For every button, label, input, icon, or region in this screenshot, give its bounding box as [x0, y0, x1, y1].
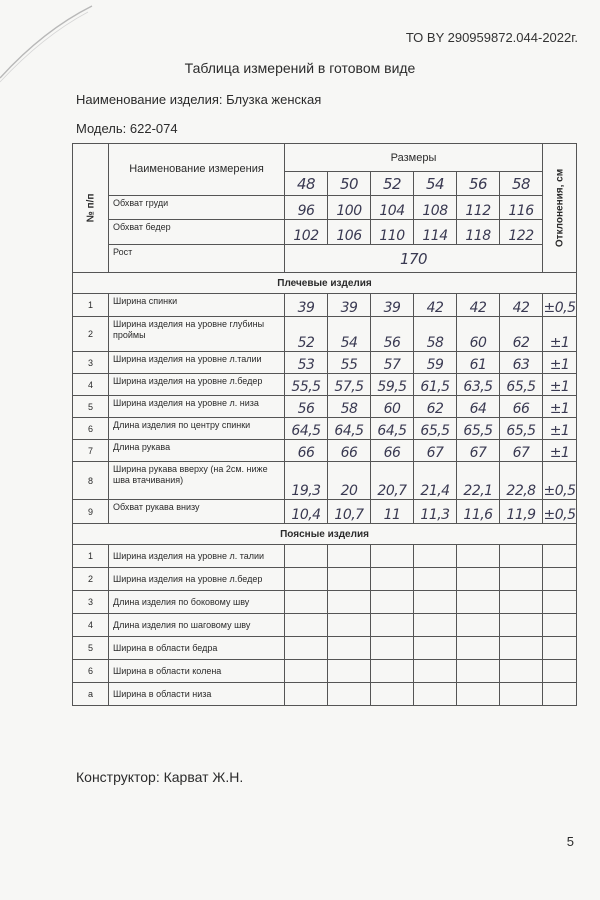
- table-row: [73, 245, 577, 273]
- empty-cell: [457, 614, 500, 637]
- row-name: Длина изделия по боковому шву: [109, 591, 285, 614]
- empty-cell: [457, 637, 500, 660]
- value-cell: 11,3: [414, 500, 457, 524]
- value-cell: 65,5: [414, 418, 457, 440]
- value-cell: 67: [500, 440, 543, 462]
- tolerance-cell: ±0,5: [543, 462, 577, 500]
- value-cell: 22,1: [457, 462, 500, 500]
- row-name: Ширина изделия на уровне глубины проймы: [109, 317, 285, 352]
- empty-cell: [543, 545, 577, 568]
- value-cell: 10,4: [285, 500, 328, 524]
- empty-cell: [457, 660, 500, 683]
- value-cell: 56: [371, 317, 414, 352]
- table-row: [73, 500, 577, 524]
- value-cell: 53: [285, 352, 328, 374]
- size-48: 48: [285, 172, 328, 196]
- row-number: 3: [73, 591, 109, 614]
- value-cell: 39: [285, 294, 328, 317]
- empty-cell: [543, 568, 577, 591]
- empty-cell: [371, 568, 414, 591]
- row-number: 6: [73, 418, 109, 440]
- table-row: [73, 294, 577, 317]
- empty-cell: [457, 591, 500, 614]
- page-title: Таблица измерений в готовом виде: [184, 60, 416, 76]
- empty-cell: [457, 545, 500, 568]
- measurement-table: [72, 143, 577, 706]
- value-cell: 60: [457, 317, 500, 352]
- empty-cell: [543, 637, 577, 660]
- empty-cell: [414, 614, 457, 637]
- value-cell: 61,5: [414, 374, 457, 396]
- tolerance-cell: ±1: [543, 374, 577, 396]
- value-cell: 61: [457, 352, 500, 374]
- empty-cell: [328, 637, 371, 660]
- empty-cell: [328, 545, 371, 568]
- value-cell: 56: [285, 396, 328, 418]
- row-number: 4: [73, 374, 109, 396]
- value-cell: 108: [414, 196, 457, 220]
- empty-cell: [500, 614, 543, 637]
- value-cell: 64,5: [328, 418, 371, 440]
- row-name: Обхват рукава внизу: [109, 500, 285, 524]
- empty-cell: [285, 660, 328, 683]
- height-value: 170: [285, 245, 543, 273]
- empty-cell: [328, 591, 371, 614]
- value-cell: 54: [328, 317, 371, 352]
- row-number: 2: [73, 317, 109, 352]
- value-cell: 42: [457, 294, 500, 317]
- row-number: 5: [73, 396, 109, 418]
- row-number: 9: [73, 500, 109, 524]
- row-name: Ширина изделия на уровне л. низа: [109, 396, 285, 418]
- section-lower-garments: Поясные изделия: [73, 524, 577, 545]
- empty-cell: [457, 568, 500, 591]
- tolerance-cell: ±0,5: [543, 294, 577, 317]
- row-number: 5: [73, 637, 109, 660]
- size-52: 52: [371, 172, 414, 196]
- value-cell: 11: [371, 500, 414, 524]
- row-name: Обхват бедер: [109, 220, 285, 245]
- value-cell: 122: [500, 220, 543, 245]
- table-row: [73, 317, 577, 352]
- value-cell: 57,5: [328, 374, 371, 396]
- empty-cell: [500, 591, 543, 614]
- value-cell: 104: [371, 196, 414, 220]
- value-cell: 57: [371, 352, 414, 374]
- value-cell: 62: [500, 317, 543, 352]
- table-row: [73, 637, 577, 660]
- empty-cell: [414, 660, 457, 683]
- row-name: Рост: [109, 245, 285, 273]
- value-cell: 64,5: [371, 418, 414, 440]
- value-cell: 64: [457, 396, 500, 418]
- value-cell: 39: [371, 294, 414, 317]
- row-name: Ширина в области бедра: [109, 637, 285, 660]
- value-cell: 64,5: [285, 418, 328, 440]
- value-cell: 20: [328, 462, 371, 500]
- empty-cell: [328, 568, 371, 591]
- value-cell: 66: [371, 440, 414, 462]
- empty-cell: [543, 591, 577, 614]
- row-number: 6: [73, 660, 109, 683]
- table-row: [73, 418, 577, 440]
- value-cell: 20,7: [371, 462, 414, 500]
- column-header-number: № п/п: [73, 144, 109, 273]
- row-number: 2: [73, 568, 109, 591]
- row-name: Обхват груди: [109, 196, 285, 220]
- table-row: [73, 462, 577, 500]
- page-fold-mark: [0, 0, 110, 100]
- empty-cell: [285, 591, 328, 614]
- empty-cell: [500, 683, 543, 706]
- table-row: [73, 683, 577, 706]
- value-cell: 19,3: [285, 462, 328, 500]
- tolerance-cell: ±1: [543, 418, 577, 440]
- value-cell: 65,5: [500, 418, 543, 440]
- row-name: Ширина в области колена: [109, 660, 285, 683]
- value-cell: 39: [328, 294, 371, 317]
- table-row: [73, 352, 577, 374]
- value-cell: 58: [414, 317, 457, 352]
- value-cell: 42: [500, 294, 543, 317]
- value-cell: 112: [457, 196, 500, 220]
- value-cell: 58: [328, 396, 371, 418]
- value-cell: 60: [371, 396, 414, 418]
- empty-cell: [328, 660, 371, 683]
- value-cell: 10,7: [328, 500, 371, 524]
- value-cell: 59: [414, 352, 457, 374]
- row-name: Ширина изделия на уровне л.талии: [109, 352, 285, 374]
- empty-cell: [500, 637, 543, 660]
- value-cell: 59,5: [371, 374, 414, 396]
- column-header-tolerance: Отклонения, см: [543, 144, 577, 273]
- row-number: 3: [73, 352, 109, 374]
- tolerance-cell: ±1: [543, 440, 577, 462]
- table-row: [73, 440, 577, 462]
- constructor-signature: Конструктор: Карват Ж.Н.: [76, 769, 244, 785]
- value-cell: 66: [285, 440, 328, 462]
- value-cell: 63: [500, 352, 543, 374]
- empty-cell: [543, 660, 577, 683]
- value-cell: 114: [414, 220, 457, 245]
- value-cell: 65,5: [500, 374, 543, 396]
- row-name: Ширина изделия на уровне л.бедер: [109, 568, 285, 591]
- empty-cell: [543, 614, 577, 637]
- row-name: Ширина рукава вверху (на 2см. ниже шва втачивания): [109, 462, 285, 500]
- document-code: ТО BY 290959872.044-2022г.: [405, 30, 578, 45]
- size-54: 54: [414, 172, 457, 196]
- table-row: [73, 568, 577, 591]
- empty-cell: [414, 545, 457, 568]
- section-upper-garments: Плечевые изделия: [73, 273, 577, 294]
- row-name: Ширина в области низа: [109, 683, 285, 706]
- value-cell: 11,6: [457, 500, 500, 524]
- value-cell: 22,8: [500, 462, 543, 500]
- empty-cell: [371, 660, 414, 683]
- row-name: Ширина изделия на уровне л. талии: [109, 545, 285, 568]
- empty-cell: [500, 660, 543, 683]
- product-name: Наименование изделия: Блузка женская: [76, 92, 322, 107]
- row-number: 4: [73, 614, 109, 637]
- table-row: [73, 614, 577, 637]
- row-name: Ширина изделия на уровне л.бедер: [109, 374, 285, 396]
- empty-cell: [414, 591, 457, 614]
- tolerance-cell: ±0,5: [543, 500, 577, 524]
- row-number: 1: [73, 294, 109, 317]
- empty-cell: [285, 637, 328, 660]
- empty-cell: [500, 568, 543, 591]
- tolerance-cell: ±1: [543, 317, 577, 352]
- empty-cell: [371, 683, 414, 706]
- model-number: Модель: 622-074: [76, 121, 178, 136]
- empty-cell: [371, 591, 414, 614]
- empty-cell: [285, 568, 328, 591]
- row-number: 7: [73, 440, 109, 462]
- value-cell: 63,5: [457, 374, 500, 396]
- row-number: 1: [73, 545, 109, 568]
- table-row: [73, 396, 577, 418]
- empty-cell: [414, 683, 457, 706]
- row-name: Длина изделия по центру спинки: [109, 418, 285, 440]
- table-row: [73, 660, 577, 683]
- empty-cell: [543, 683, 577, 706]
- value-cell: 66: [500, 396, 543, 418]
- table-row: [73, 374, 577, 396]
- value-cell: 118: [457, 220, 500, 245]
- empty-cell: [414, 568, 457, 591]
- empty-cell: [371, 614, 414, 637]
- value-cell: 65,5: [457, 418, 500, 440]
- value-cell: 100: [328, 196, 371, 220]
- value-cell: 102: [285, 220, 328, 245]
- value-cell: 67: [414, 440, 457, 462]
- empty-cell: [285, 614, 328, 637]
- column-header-sizes: Размеры: [285, 144, 543, 172]
- value-cell: 116: [500, 196, 543, 220]
- table-row: [73, 220, 577, 245]
- value-cell: 52: [285, 317, 328, 352]
- empty-cell: [285, 683, 328, 706]
- value-cell: 96: [285, 196, 328, 220]
- table-row: [73, 196, 577, 220]
- empty-cell: [500, 545, 543, 568]
- value-cell: 106: [328, 220, 371, 245]
- size-58: 58: [500, 172, 543, 196]
- row-name: Длина рукава: [109, 440, 285, 462]
- tolerance-cell: ±1: [543, 396, 577, 418]
- size-56: 56: [457, 172, 500, 196]
- value-cell: 21,4: [414, 462, 457, 500]
- empty-cell: [285, 545, 328, 568]
- table-row: [73, 545, 577, 568]
- empty-cell: [414, 637, 457, 660]
- empty-cell: [328, 614, 371, 637]
- column-header-name: Наименование измерения: [109, 144, 285, 196]
- empty-cell: [328, 683, 371, 706]
- empty-cell: [371, 545, 414, 568]
- value-cell: 42: [414, 294, 457, 317]
- value-cell: 55,5: [285, 374, 328, 396]
- row-name: Длина изделия по шаговому шву: [109, 614, 285, 637]
- tolerance-cell: ±1: [543, 352, 577, 374]
- value-cell: 110: [371, 220, 414, 245]
- value-cell: 55: [328, 352, 371, 374]
- value-cell: 62: [414, 396, 457, 418]
- value-cell: 66: [328, 440, 371, 462]
- row-number: а: [73, 683, 109, 706]
- page-number: 5: [566, 834, 574, 849]
- empty-cell: [457, 683, 500, 706]
- empty-cell: [371, 637, 414, 660]
- row-number: 8: [73, 462, 109, 500]
- table-row: [73, 591, 577, 614]
- size-50: 50: [328, 172, 371, 196]
- row-name: Ширина спинки: [109, 294, 285, 317]
- value-cell: 11,9: [500, 500, 543, 524]
- value-cell: 67: [457, 440, 500, 462]
